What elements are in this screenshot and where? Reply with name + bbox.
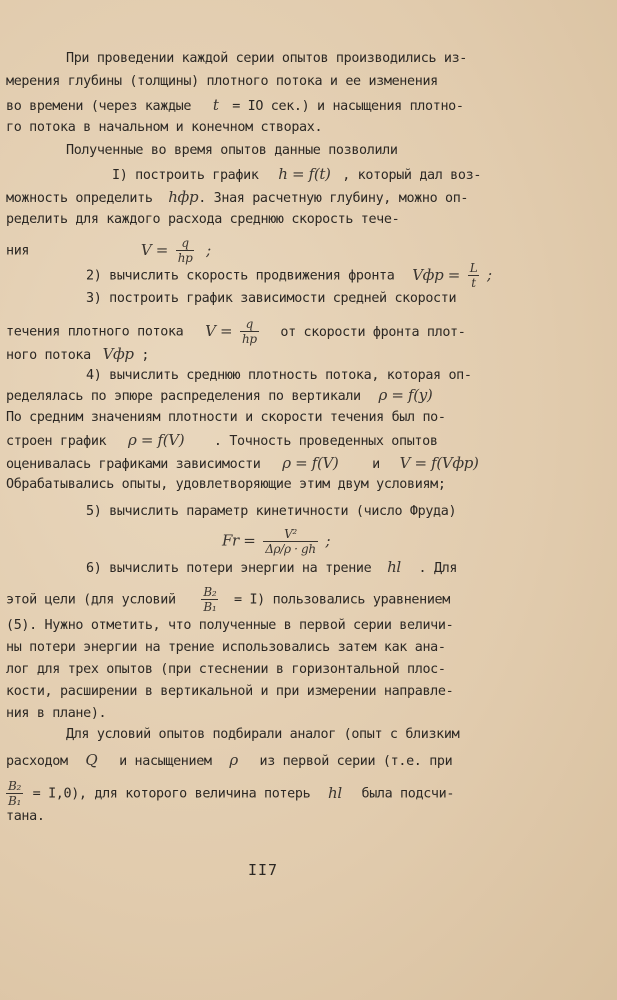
formula-semicolon: ; bbox=[206, 240, 211, 259]
text-line bbox=[6, 188, 468, 208]
fraction-denominator: B₁ bbox=[203, 600, 217, 614]
text-line: 5) вычислить параметр кинетичности (число Фруда) bbox=[86, 504, 457, 519]
formula-vfr: Vфр bbox=[102, 345, 134, 363]
text-fragment: ; bbox=[141, 348, 150, 363]
text-fragment: во времени (через каждые bbox=[6, 99, 192, 114]
text-fragment: ния bbox=[6, 243, 30, 259]
text-fragment: = I) пользовались уравнением bbox=[234, 592, 450, 608]
text-fragment: и насыщением bbox=[119, 754, 212, 769]
formula-froude bbox=[222, 528, 330, 555]
text-fragment: от скорости фронта плот- bbox=[280, 324, 466, 340]
fraction-numerator: B₂ bbox=[203, 585, 217, 599]
text-line bbox=[6, 96, 464, 116]
text-line bbox=[6, 751, 452, 771]
fraction-numerator: V² bbox=[284, 527, 297, 541]
formula-fr-lhs: Fr = bbox=[222, 531, 256, 550]
text-line bbox=[112, 165, 481, 185]
formula-rho-of-y: ρ = f(y) bbox=[378, 386, 433, 404]
text-line: 3) построить график зависимости средней скорости bbox=[86, 291, 457, 306]
text-line: ния в плане). bbox=[6, 706, 107, 721]
fraction-numerator: B₂ bbox=[8, 779, 21, 793]
text-line: Для условий опытов подбирали аналог (опыт с близким bbox=[66, 727, 460, 742]
formula-rho: ρ bbox=[229, 751, 238, 769]
text-fragment: течения плотного потока bbox=[6, 324, 184, 340]
formula-semicolon: ; bbox=[325, 531, 331, 550]
text-fragment: этой цели (для условий bbox=[6, 592, 176, 608]
formula-v2-lhs: V = bbox=[205, 321, 233, 340]
text-line: мерения глубины (толщины) плотного потока и ее изменения bbox=[6, 74, 438, 89]
text-fragment: можность определить bbox=[6, 191, 153, 206]
fraction-denominator: hр bbox=[177, 251, 193, 265]
text-line: При проведении каждой серии опытов производились из- bbox=[66, 51, 468, 66]
text-line bbox=[86, 558, 457, 578]
text-line bbox=[6, 237, 211, 264]
fraction-numerator: q bbox=[245, 317, 253, 331]
text-fragment: ределялась по эпюре распределения по вертикали bbox=[6, 389, 361, 404]
fraction-denominator: B₁ bbox=[8, 794, 21, 808]
text-line: ределить для каждого расхода среднюю скорость тече- bbox=[6, 212, 400, 227]
text-fragment: , который дал воз- bbox=[342, 168, 482, 183]
text-line: (5). Нужно отметить, что полученные в первой серии величи- bbox=[6, 618, 454, 633]
text-line: Полученные во время опытов данные позволили bbox=[66, 143, 398, 158]
text-line bbox=[6, 780, 454, 807]
text-fragment: строен график bbox=[6, 434, 107, 449]
text-fragment: = I,0), для которого величина потерь bbox=[32, 786, 311, 802]
formula-t: t bbox=[212, 96, 219, 114]
text-line bbox=[6, 454, 478, 474]
text-fragment: расходом bbox=[6, 754, 68, 769]
text-line: тана. bbox=[6, 809, 45, 824]
formula-h-fr: hфр bbox=[168, 188, 199, 206]
text-fragment: . Точность проведенных опытов bbox=[213, 434, 438, 449]
formula-vfr-lhs: Vфр = bbox=[412, 265, 460, 284]
text-line: кости, расширении в вертикальной и при измерении направле- bbox=[6, 684, 454, 699]
text-fragment: 6) вычислить потери энергии на трение bbox=[86, 561, 372, 576]
fraction-numerator: q bbox=[181, 236, 189, 250]
fraction-froude bbox=[263, 528, 318, 555]
text-fragment: . Для bbox=[418, 561, 458, 576]
text-line: Обрабатывались опыты, удовлетворяющие этим двум условиям; bbox=[6, 477, 446, 492]
page-number: II7 bbox=[248, 861, 279, 879]
text-line: ны потери энергии на трение использовались затем как ана- bbox=[6, 640, 446, 655]
fraction-denominator: hр bbox=[241, 332, 257, 346]
fraction-q-over-hp-2 bbox=[240, 318, 259, 345]
text-fragment: I) построить график bbox=[112, 168, 259, 183]
formula-q: Q bbox=[85, 751, 98, 769]
formula-v-lhs: V = bbox=[140, 240, 168, 259]
fraction-b2-over-b1 bbox=[201, 586, 218, 613]
fraction-denominator: t bbox=[471, 276, 476, 290]
text-fragment: и bbox=[372, 457, 380, 472]
text-line bbox=[6, 586, 450, 613]
formula-h-l-2: hl bbox=[328, 783, 342, 802]
fraction-denominator: Δρ/ρ · gh bbox=[265, 542, 316, 556]
fraction-q-over-hp bbox=[176, 237, 195, 264]
text-line: 4) вычислить среднюю плотность потока, которая оп- bbox=[86, 368, 472, 383]
text-line bbox=[6, 386, 432, 406]
text-line: По средним значениям плотности и скорости течения был по- bbox=[6, 410, 446, 425]
text-fragment: оценивалась графиками зависимости bbox=[6, 457, 261, 472]
text-line bbox=[86, 262, 492, 289]
formula-rho-of-v-2: ρ = f(V) bbox=[282, 454, 339, 472]
text-line bbox=[6, 345, 149, 365]
text-fragment: из первой серии (т.е. при bbox=[259, 754, 453, 769]
fraction-b2-over-b1-2 bbox=[6, 780, 23, 807]
text-fragment: = IO сек.) и насыщения плотно- bbox=[232, 99, 464, 114]
fraction-numerator: L bbox=[469, 261, 478, 275]
text-line bbox=[6, 431, 438, 451]
formula-v-of-vfr: V = f(Vфр) bbox=[399, 454, 479, 472]
text-fragment: . Зная расчетную глубину, можно оп- bbox=[198, 191, 469, 206]
formula-semicolon: ; bbox=[487, 265, 492, 284]
text-fragment: была подсчи- bbox=[361, 786, 455, 802]
text-line bbox=[6, 318, 465, 345]
text-fragment: ного потока bbox=[6, 348, 91, 363]
fraction-l-over-t bbox=[468, 262, 480, 289]
formula-rho-of-v: ρ = f(V) bbox=[127, 431, 185, 449]
text-line: го потока в начальном и конечном створах. bbox=[6, 120, 323, 135]
formula-h-of-t: h = f(t) bbox=[278, 165, 331, 183]
formula-h-l: hl bbox=[387, 558, 401, 576]
text-fragment: 2) вычислить скорость продвижения фронта bbox=[86, 268, 395, 284]
text-line: лог для трех опытов (при стеснении в горизонтальной плос- bbox=[6, 662, 446, 677]
